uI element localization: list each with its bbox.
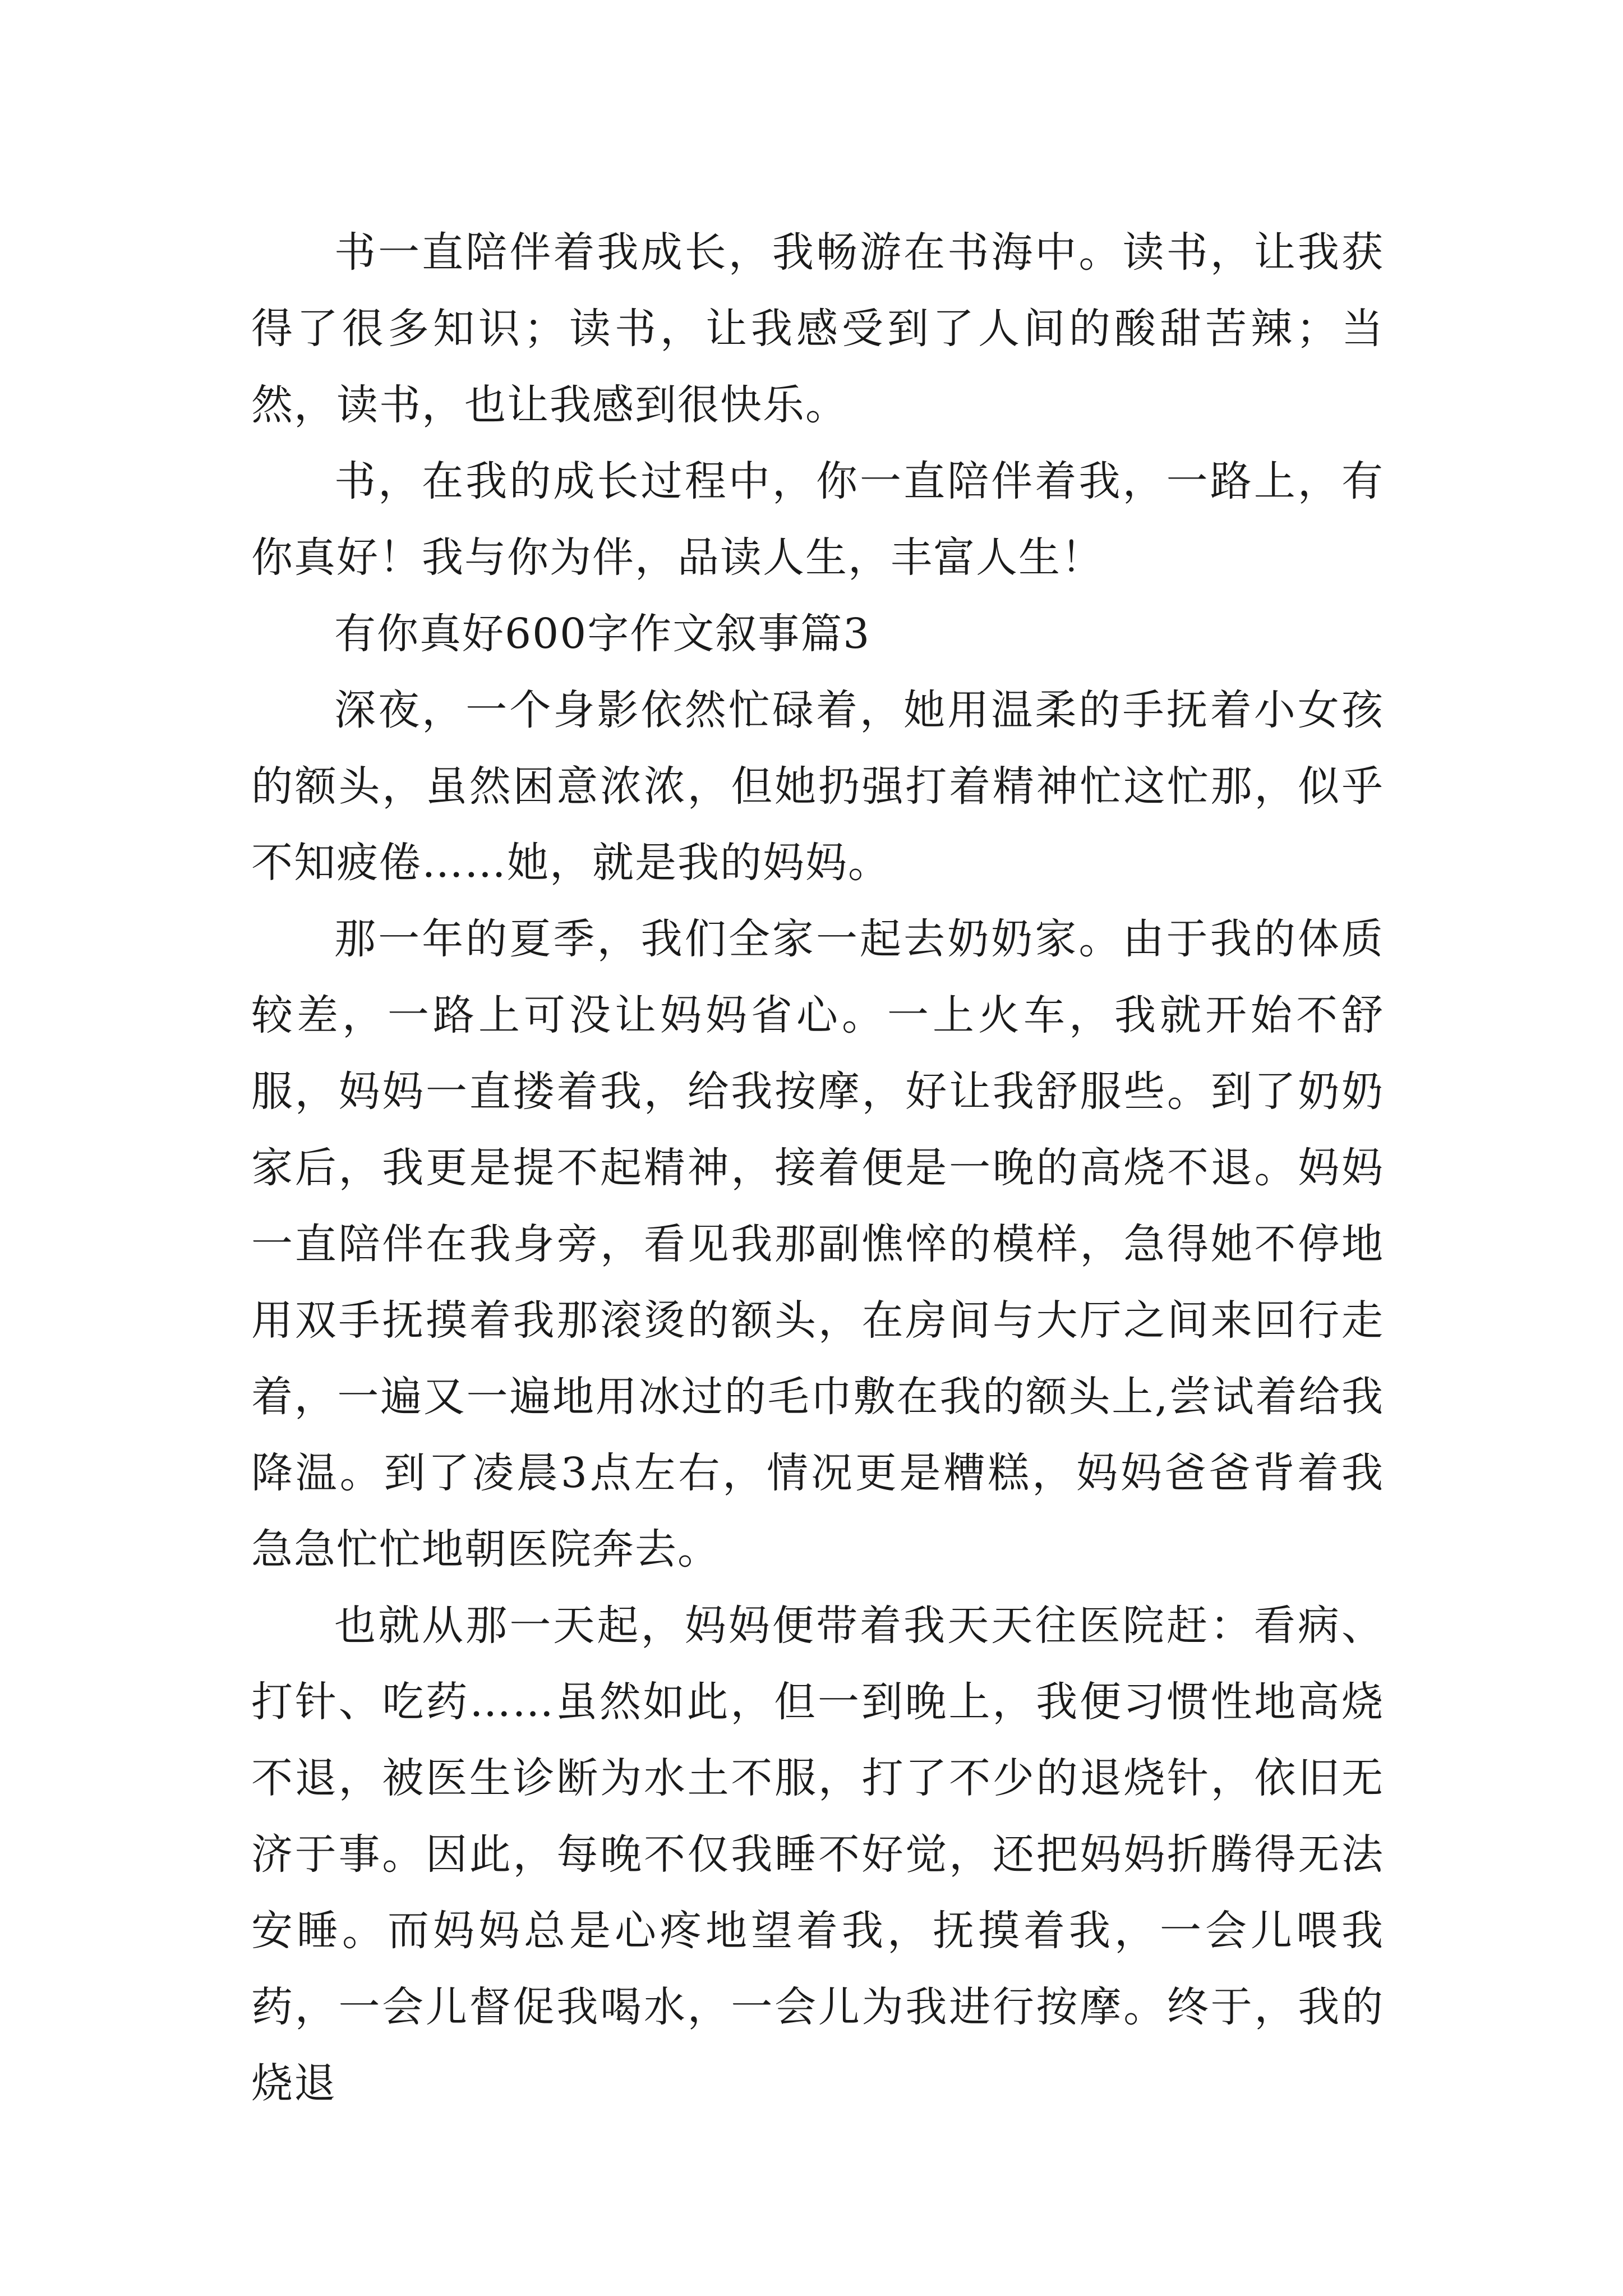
paragraph-3: 深夜，一个身影依然忙碌着，她用温柔的手抚着小女孩的额头，虽然困意浓浓，但她扔强打着精神忙这忙那，似乎不知疲倦……她，就是我的妈妈。: [251, 686, 1384, 887]
section-title: 有你真好600字作文叙事篇3: [334, 610, 871, 658]
paragraph-1: 书一直陪伴着我成长，我畅游在书海中。读书，让我获得了很多知识；读书，让我感受到了人间的酸甜苦辣；当然，读书，也让我感到很快乐。: [251, 228, 1384, 429]
paragraph-5: 也就从那一天起，妈妈便带着我天天往医院赶：看病、打针、吃药……虽然如此，但一到晚上，我便习惯性地高烧不退，被医生诊断为水土不服，打了不少的退烧针，依旧无济于事。因此，每晚不仅我睡不好觉，还把妈妈折腾得无法安睡。而妈妈总是心疼地望着我，抚摸着我，一会儿喂我药，一会儿督促我喝水，一会儿为我进行按摩。终于，我的烧退: [251, 1602, 1384, 2108]
paragraph-4: 那一年的夏季，我们全家一起去奶奶家。由于我的体质较差，一路上可没让妈妈省心。一上火车，我就开始不舒服，妈妈一直搂着我，给我按摩，好让我舒服些。到了奶奶家后，我更是提不起精神，接着便是一晚的高烧不退。妈妈一直陪伴在我身旁，看见我那副憔悴的模样，急得她不停地用双手抚摸着我那滚烫的额头，在房间与大厅之间来回行走着，一遍又一遍地用冰过的毛巾敷在我的额头上,尝试着给我降温。到了凌晨3点左右，情况更是糟糕，妈妈爸爸背着我急急忙忙地朝医院奔去。: [251, 915, 1384, 1573]
document-body: [251, 214, 1384, 2122]
paragraph-2: 书，在我的成长过程中，你一直陪伴着我，一路上，有你真好！我与你为伴，品读人生，丰富人生！: [251, 457, 1384, 582]
